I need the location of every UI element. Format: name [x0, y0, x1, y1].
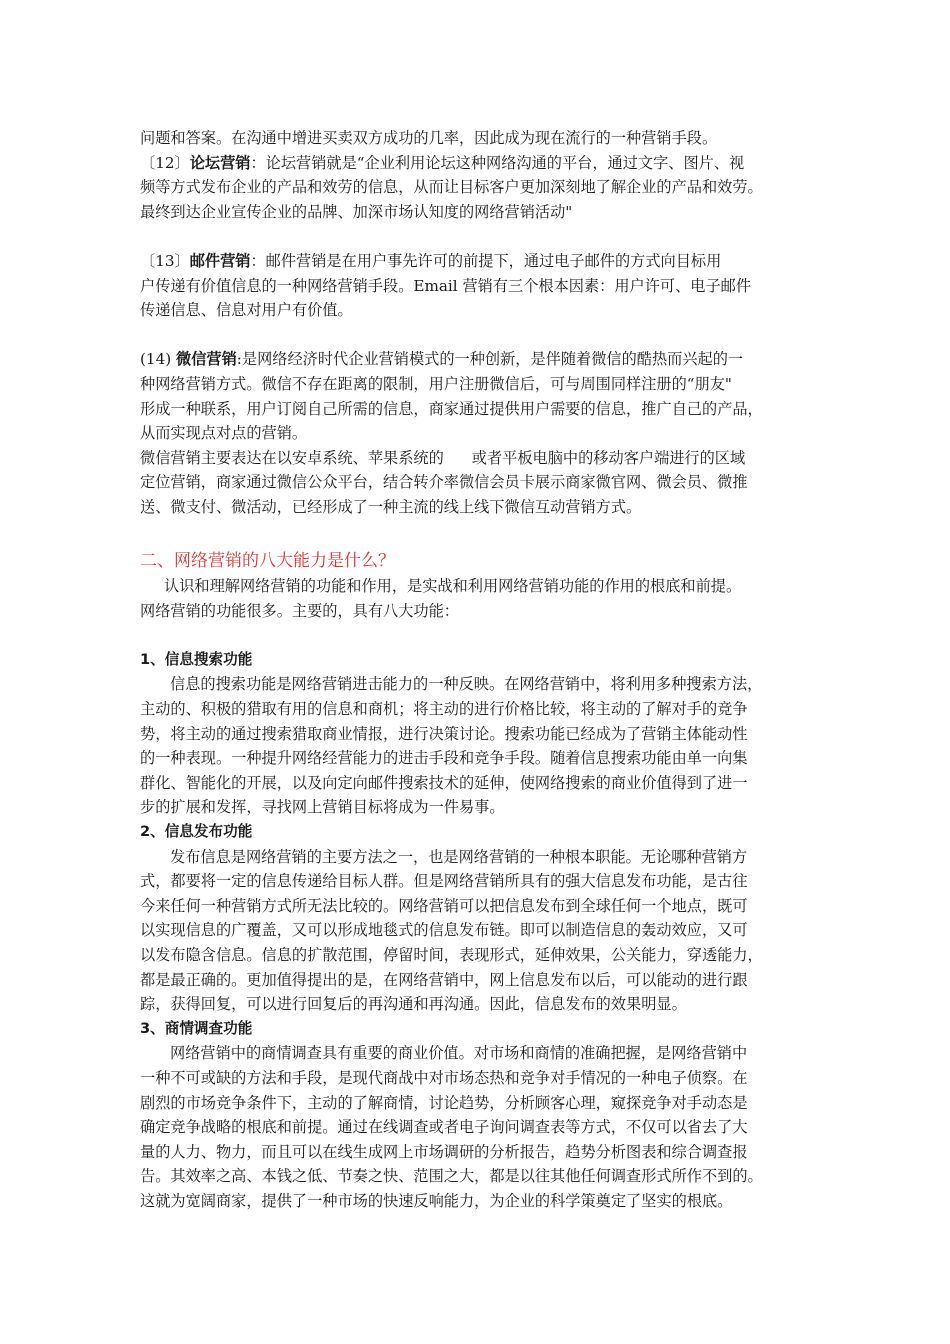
blank-line — [140, 224, 822, 249]
item-term: 邮件营销 — [189, 251, 251, 270]
text-line: 定位营销，商家通过微信公众平台，结合转介率微信会员卡展示商家微官网、微会员、微推 — [140, 473, 748, 492]
item-term: 微信营销 — [176, 350, 237, 369]
text-line: 今来任何一种营销方式所无法比较的。网络营销可以把信息发布到全球任何一个地点，既可 — [140, 896, 748, 915]
item-text: ：邮件营销是在用户事先许可的前提下，通过电子邮件的方式向目标用 — [250, 251, 722, 270]
text-line: 网络营销中的商情调查具有重要的商业价值。对市场和商情的准确把握，是网络营销中 — [170, 1044, 748, 1063]
text-line: 频等方式发布企业的产品和效劳的信息，从而让目标客户更加深刻地了解企业的产品和效劳。 — [140, 178, 763, 197]
item-number: 〔13〕 — [140, 251, 190, 270]
text-line: 以发布隐含信息。信息的扩散范围，停留时间，表现形式，延伸效果，公关能力，穿透能力， — [140, 946, 763, 964]
section-heading: 二、网络营销的八大能力是什么？ — [140, 551, 395, 572]
item-14-line-1 — [140, 347, 822, 372]
blank-line — [140, 520, 822, 545]
text-line: 步的扩展和发挥，寻找网上营销目标将成为一件易事。 — [140, 798, 505, 817]
text-line: 主动的、积极的猎取有用的信息和商机；将主动的进行价格比较，将主动的了解对手的竞争 — [140, 700, 748, 719]
item-number: (14) — [140, 350, 177, 369]
item-number: 〔12〕 — [140, 153, 190, 172]
function-title: 2、信息发布功能 — [140, 823, 253, 841]
text-line: 种网络营销方式。微信不存在距离的限制，用户注册微信后，可与周围同样注册的“朋友" — [140, 374, 732, 393]
text-line: 剧烈的市场竞争条件下，主动的了解商情，讨论趋势，分析顾客心理，窥探竞争对手动态是 — [140, 1093, 748, 1112]
text-line: 从而实现点对点的营销。 — [140, 424, 308, 443]
text-line: 量的人力、物力，而且可以在线生成网上市场调研的分析报告，趋势分析图表和综合调查报 — [140, 1142, 748, 1161]
text-line: 确定竞争战略的根底和前提。通过在线调查或者电子询问调查表等方式，不仅可以省去了大 — [140, 1118, 748, 1137]
item-12-line-1 — [140, 151, 822, 176]
text-line: 式，都要将一定的信息传递给目标人群。但是网络营销所具有的强大信息发布功能，是古往 — [140, 872, 748, 891]
blank-line — [140, 323, 822, 348]
item-text: :是网络经济时代企业营销模式的一种创新，是伴随着微信的酷热而兴起的一 — [236, 350, 744, 369]
text-line: 发布信息是网络营销的主要方法之一，也是网络营销的一种根本职能。无论哪种营销方 — [170, 847, 748, 866]
text-segment: 或者平板电脑中的移动客户端进行的区域 — [471, 448, 746, 467]
text-line: 的一种表现。一种提升网络经营能力的进击手段和竞争手段。随着信息搜索功能由单一向集 — [140, 749, 748, 768]
item-term: 论坛营销 — [189, 153, 251, 172]
text-line: 信息的搜索功能是网络营销进击能力的一种反映。在网络营销中，将利用多种搜索方法， — [170, 675, 763, 694]
text-line: 形成一种联系，用户订阅自己所需的信息，商家通过提供用户需要的信息，推广自己的产品， — [140, 399, 763, 418]
text-line: 以实现信息的广覆盖，又可以形成地毯式的信息发布链。即可以制造信息的轰动效应，又可 — [140, 921, 748, 940]
text-line: 问题和答案。在沟通中增进买卖双方成功的几率，因此成为现在流行的一种营销手段。 — [140, 129, 718, 147]
function-title: 1、信息搜索功能 — [140, 650, 253, 668]
text-line: 网络营销的功能很多。主要的，具有八大功能： — [140, 601, 459, 620]
text-line: 一种不可或缺的方法和手段，是现代商战中对市场态热和竞争对手情况的一种电子侦察。在 — [140, 1068, 748, 1087]
item-text: ：论坛营销就是“企业利用论坛这种网络沟通的平台，通过文字、图片、视 — [250, 153, 745, 172]
blank-line — [140, 623, 822, 648]
text-line: 户传递有价值信息的一种网络营销手段。Email 营销有三个根本因素：用户许可、电子邮件 — [140, 276, 752, 295]
text-line: 势，将主动的通过搜索猎取商业情报，进行决策讨论。搜索功能已经成为了营销主体能动性 — [140, 724, 748, 743]
text-line: 踪，获得回复，可以进行回复后的再沟通和再沟通。因此，信息发布的效果明显。 — [140, 995, 687, 1014]
item-13-line-1 — [140, 249, 822, 274]
function-title: 3、商情调查功能 — [140, 1019, 253, 1037]
text-segment: 微信营销主要表达在以安卓系统、苹果系统的 — [140, 448, 444, 467]
text-line: 传递信息、信息对用户有价值。 — [140, 301, 353, 320]
text-line: 群化、智能化的开展，以及向定向邮件搜索技术的延伸，使网络搜索的商业价值得到了进一 — [140, 773, 748, 792]
text-line: 认识和理解网络营销的功能和作用，是实战和利用网络营销功能的作用的根底和前提。 — [164, 577, 742, 596]
document-page — [140, 126, 822, 1214]
text-line: 送、微支付、微活动，已经形成了一种主流的线上线下微信互动营销方式。 — [140, 497, 642, 516]
text-line — [140, 446, 822, 471]
text-line: 告。其效率之高、本钱之低、节奏之快、范围之大，都是以往其他任何调查形式所作不到的。 — [140, 1167, 763, 1186]
text-line: 最终到达企业宣传企业的品牌、加深市场认知度的网络营销活动" — [140, 202, 573, 221]
text-line: 这就为宽阔商家，提供了一种市场的快速反响能力，为企业的科学策奠定了坚实的根底。 — [140, 1191, 733, 1210]
text-line: 都是最正确的。更加值得提出的是，在网络营销中，网上信息发布以后，可以能动的进行跟 — [140, 970, 748, 989]
